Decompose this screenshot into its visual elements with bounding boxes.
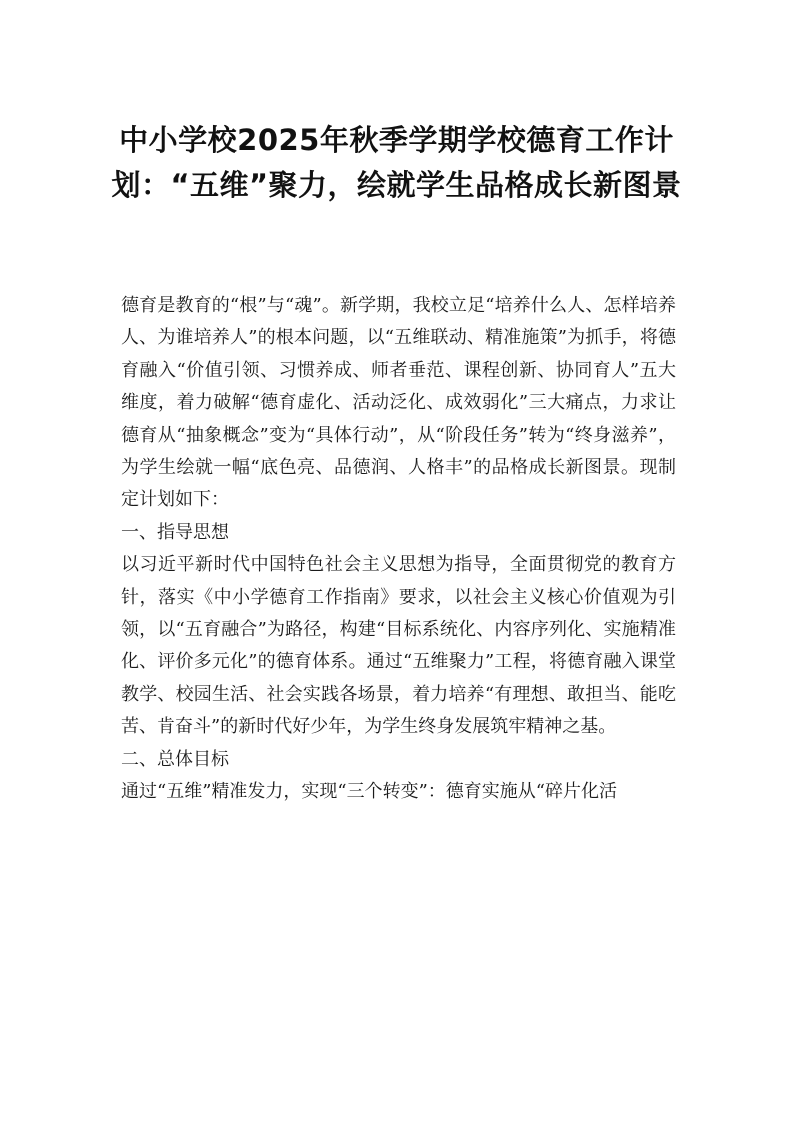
document-title: 中小学校2025年秋季学期学校德育工作计划：“五维”聚力，绘就学生品格成长新图景 (111, 123, 682, 202)
overall-goals-paragraph: 通过“五维”精准发力，实现“三个转变”：德育实施从“碎片化活 (121, 781, 618, 803)
intro-paragraph: 德育是教育的“根”与“魂”。新学期，我校立足“培养什么人、怎样培养人、为谁培养人”的根本问题，以“五维联动、精准施策”为抓手，将德育融入“价值引领、习惯养成、师者垂范、课程创新、协同育人”五大维度，着力破解“德育虚化、活动泛化、成效弱化”三大痛点，力求让德育从“抽象概念”变为“具体行动”，从“阶段任务”转为“终身滋养”，为学生绘就一幅“底色亮、品德润、人格丰”的品格成长新图景。现制定计划如下： (121, 295, 676, 511)
guiding-ideology-paragraph: 以习近平新时代中国特色社会主义思想为指导，全面贯彻党的教育方针，落实《中小学德育工作指南》要求，以社会主义核心价值观为引领，以“五育融合”为路径，构建“目标系统化、内容序列化、实施精准化、评价多元化”的德育体系。通过“五维聚力”工程，将德育融入课堂教学、校园生活、社会实践各场景，着力培养“有理想、敢担当、能吃苦、肯奋斗”的新时代好少年，为学生终身发展筑牢精神之基。 (121, 554, 676, 738)
document-body (121, 290, 676, 809)
section-heading-guiding-ideology: 一、指导思想 (121, 521, 229, 543)
section-heading-overall-goals: 二、总体目标 (121, 748, 229, 770)
